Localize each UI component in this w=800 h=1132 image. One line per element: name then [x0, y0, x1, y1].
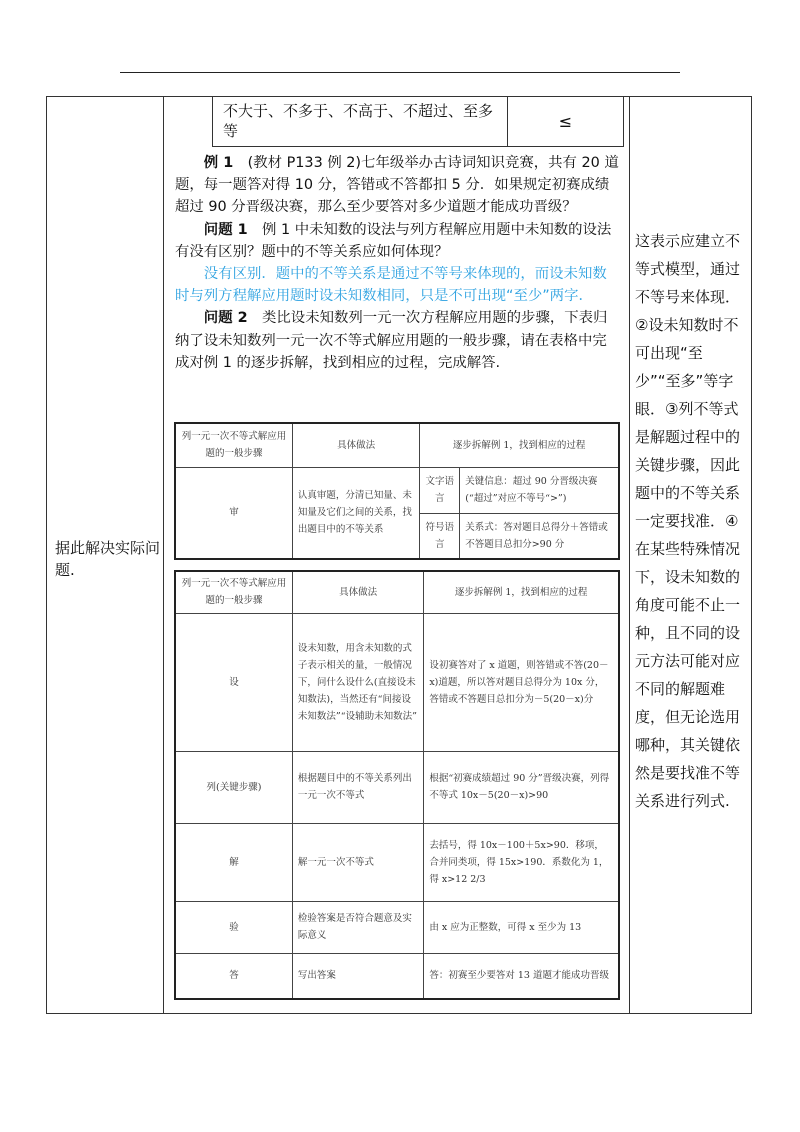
header-rule: [120, 72, 680, 73]
table-row: [175, 823, 619, 901]
table-row: [175, 953, 619, 999]
question-label: 问题 1: [203, 221, 248, 238]
steps-table-solve: [174, 570, 620, 1000]
column-divider: [629, 97, 630, 1013]
table-row: [175, 901, 619, 953]
process-cell: 根据“初赛成绩超过 90 分”晋级决赛，列得不等式 10x－5(20－x)>90: [424, 751, 619, 823]
step-cell: 解: [175, 823, 292, 901]
process-cell: 去括号，得 10x－100＋5x>90．移项，合并同类项，得 15x>190．系数化为 1，得 x>12 2/3: [424, 823, 619, 901]
method-cell: 检验答案是否符合题意及实际意义: [292, 901, 423, 953]
column-divider: [163, 97, 164, 1013]
example-text: (教材 P133 例 2)七年级举办古诗词知识竞赛，共有 20 道题，每一题答对得 10 分，答错或不答都扣 5 分．如果规定初赛成绩超过 90 分晋级决赛，那么至少要答对多少道题才能成功晋级？: [175, 155, 619, 216]
inequality-keyword-row: [212, 97, 624, 147]
step-cell: 列(关键步骤): [175, 751, 292, 823]
header-cell: 列一元一次不等式解应用题的一般步骤: [175, 423, 292, 467]
keyword-symbol: ≤: [508, 97, 624, 147]
sub-text: 关系式：答对题目总得分＋答错或不答题目总扣分>90 分: [460, 513, 619, 559]
table-row: [175, 751, 619, 823]
sub-label: 文字语言: [420, 467, 460, 513]
question-text: 类比设未知数列一元一次方程解应用题的步骤，下表归纳了设未知数列一元一次不等式解应用题的一般步骤，请在表格中完成对例 1 的逐步拆解，找到相应的过程，完成解答.: [175, 310, 608, 371]
step-cell: 验: [175, 901, 292, 953]
process-cell: 答：初赛至少要答对 13 道题才能成功晋级: [424, 953, 619, 999]
question-1: [175, 219, 621, 263]
header-cell: 列一元一次不等式解应用题的一般步骤: [175, 571, 292, 613]
answer-1: 没有区别．题中的不等关系是通过不等号来体现的，而设未知数时与列方程解应用题时设未知数相同，只是不可出现“至少”两字．: [175, 266, 607, 305]
step-cell: 设: [175, 613, 292, 751]
question-text: 例 1 中未知数的设法与列方程解应用题中未知数的设法有没有区别？题中的不等关系应如何体现？: [175, 221, 612, 260]
question-label: 问题 2: [203, 310, 248, 327]
process-cell: 由 x 应为正整数，可得 x 至少为 13: [424, 901, 619, 953]
header-cell: 具体做法: [292, 423, 419, 467]
method-cell: 解一元一次不等式: [292, 823, 423, 901]
method-cell: 根据题目中的不等关系列出一元一次不等式: [292, 751, 423, 823]
process-cell: 设初赛答对了 x 道题，则答错或不答(20－x)道题，所以答对题目总得分为 10x 分，答错或不答题目总扣分为－5(20－x)分: [424, 613, 619, 751]
sub-label: 符号语言: [420, 513, 460, 559]
steps-table-review: [174, 422, 620, 560]
step-cell: 答: [175, 953, 292, 999]
header-cell: 具体做法: [292, 571, 423, 613]
teaching-note: 这表示应建立不等式模型，通过不等号来体现．②设未知数时不可出现“至少”“至多”等字眼．③列不等式是解题过程中的关键步骤，因此题中的不等关系一定要找准．④在某些特殊情况下，设未知数的角度可能不止一种，且不同的设元方法可能对应不同的解题难度，但无论选用哪种，其关键依然是要找准不等关系进行列式.: [635, 232, 741, 810]
sub-text: 关键信息：超过 90 分晋级决赛(“超过”对应不等号“>”): [460, 467, 619, 513]
keyword-text: 不大于、不多于、不高于、不超过、至多等: [212, 97, 508, 147]
header-cell: 逐步拆解例 1，找到相应的过程: [420, 423, 619, 467]
method-cell: 写出答案: [292, 953, 423, 999]
header-cell: 逐步拆解例 1，找到相应的过程: [424, 571, 619, 613]
lesson-table: [46, 96, 752, 1014]
method-cell: 认真审题，分清已知量、未知量及它们之间的关系，找出题目中的不等关系: [292, 467, 419, 559]
question-2: [175, 307, 621, 374]
method-cell: 设未知数，用含未知数的式子表示相关的量，一般情况下，问什么设什么(直接设未知数法)，当然还有“间接设未知数法”“设辅助未知数法”: [292, 613, 423, 751]
left-column-label: 据此解决实际问题.: [55, 539, 161, 579]
main-content: [175, 152, 621, 374]
step-cell: 审: [175, 467, 292, 559]
example-1: [175, 152, 621, 219]
table-row: [175, 613, 619, 751]
example-label: 例 1: [203, 155, 234, 171]
